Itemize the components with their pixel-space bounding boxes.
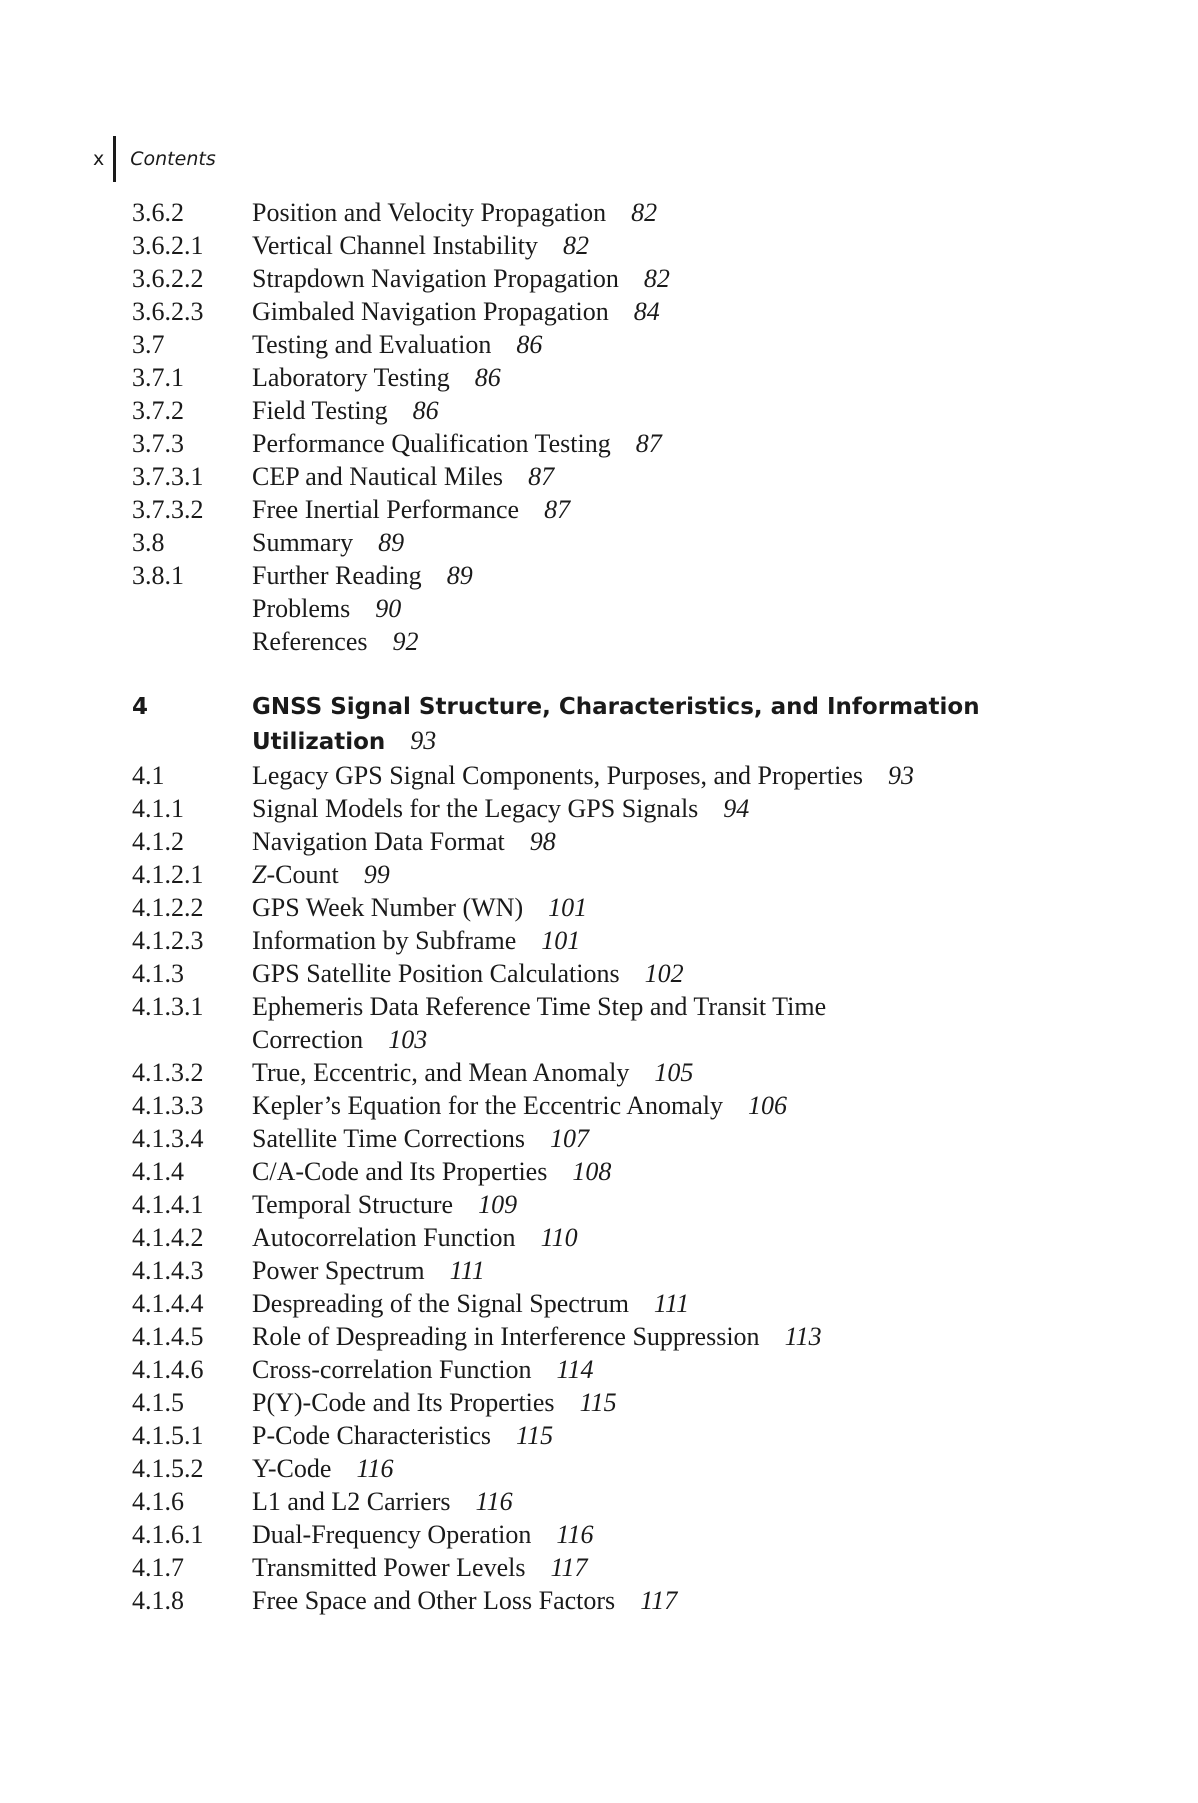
toc-entry[interactable] [132, 1254, 1172, 1287]
toc-entry[interactable] [132, 427, 1172, 460]
toc-entry[interactable] [132, 460, 1172, 493]
page-ref: 87 [528, 462, 555, 491]
section-number: 4.1.8 [132, 1586, 184, 1615]
section-title: Cross-correlation Function 114 [252, 1355, 594, 1384]
page-ref: 82 [643, 264, 670, 293]
page-ref: 117 [550, 1553, 588, 1582]
section-number: 3.7.1 [132, 363, 184, 392]
section-title: C/A-Code and Its Properties 108 [252, 1157, 612, 1186]
toc-entry[interactable] [132, 1353, 1172, 1386]
page-ref: 86 [474, 363, 501, 392]
toc-entry[interactable] [132, 526, 1172, 559]
section-title: Further Reading 89 [252, 561, 473, 590]
section-number: 4.1.3.2 [132, 1058, 204, 1087]
toc-entry[interactable] [132, 394, 1172, 427]
toc-entry[interactable] [132, 759, 1172, 792]
toc-entry[interactable] [132, 625, 1172, 658]
page-ref: 86 [516, 330, 543, 359]
page-ref: 82 [562, 231, 589, 260]
toc-entry[interactable] [132, 1485, 1172, 1518]
table-of-contents [132, 196, 1172, 1617]
section-title: Field Testing 86 [252, 396, 439, 425]
page-ref: 89 [446, 561, 473, 590]
page-ref: 115 [516, 1421, 554, 1450]
page-ref: 106 [747, 1091, 787, 1120]
section-title: Power Spectrum 111 [252, 1256, 485, 1285]
toc-entry[interactable] [132, 295, 1172, 328]
section-title: Summary 89 [252, 528, 405, 557]
section-number: 4.1.2.3 [132, 926, 204, 955]
section-number: 4.1.1 [132, 794, 184, 823]
chapter-title: GNSS Signal Structure, Characteristics, and Information Utilization 93 [252, 694, 980, 755]
header-rule [113, 136, 116, 182]
page-ref: 87 [544, 495, 571, 524]
page-ref: 114 [556, 1355, 594, 1384]
toc-entry[interactable] [132, 361, 1172, 394]
section-number: 4.1.2 [132, 827, 184, 856]
page-ref: 111 [653, 1289, 690, 1318]
toc-entry[interactable] [132, 1452, 1172, 1485]
toc-entry[interactable] [132, 1386, 1172, 1419]
section-number: 4.1.4.3 [132, 1256, 204, 1285]
page-ref: 93 [410, 726, 437, 755]
chapter-number: 4 [132, 694, 149, 720]
toc-entry[interactable] [132, 493, 1172, 526]
section-number: 3.8.1 [132, 561, 184, 590]
page-ref: 110 [540, 1223, 578, 1252]
toc-entry[interactable] [132, 957, 1172, 990]
section-number: 4.1.3.1 [132, 992, 204, 1021]
section-number: 4.1.6.1 [132, 1520, 204, 1549]
section-number: 4.1 [132, 761, 165, 790]
section-title: Testing and Evaluation 86 [252, 330, 543, 359]
page-ref: 82 [631, 198, 658, 227]
section-number: 4.1.5 [132, 1388, 184, 1417]
section-number: 3.7 [132, 330, 165, 359]
section-number: 3.7.3 [132, 429, 184, 458]
toc-entry[interactable] [132, 891, 1172, 924]
section-number: 3.7.3.1 [132, 462, 204, 491]
page-ref: 90 [375, 594, 402, 623]
toc-entry[interactable] [132, 792, 1172, 825]
section-number: 4.1.3 [132, 959, 184, 988]
section-title: Autocorrelation Function 110 [252, 1223, 578, 1252]
toc-entry[interactable] [132, 328, 1172, 361]
section-number: 4.1.6 [132, 1487, 184, 1516]
toc-entry[interactable] [132, 924, 1172, 957]
section-title: GPS Week Number (WN) 101 [252, 893, 588, 922]
page-ref: 109 [478, 1190, 518, 1219]
toc-entry[interactable] [132, 1221, 1172, 1254]
section-title: Transmitted Power Levels 117 [252, 1553, 588, 1582]
page-ref: 94 [723, 794, 750, 823]
section-title: Z-Count 99 [252, 860, 390, 889]
section-number: 3.6.2.2 [132, 264, 204, 293]
toc-chapter-entry[interactable] [132, 691, 1172, 759]
section-number: 4.1.2.1 [132, 860, 204, 889]
section-number: 4.1.3.4 [132, 1124, 204, 1153]
page-ref: 101 [548, 893, 588, 922]
page-ref: 84 [633, 297, 660, 326]
section-title: Free Inertial Performance 87 [252, 495, 571, 524]
section-number: 3.6.2.3 [132, 297, 204, 326]
section-number: 4.1.4.5 [132, 1322, 204, 1351]
toc-entry[interactable] [132, 825, 1172, 858]
toc-entry[interactable] [132, 1551, 1172, 1584]
toc-entry[interactable] [132, 1287, 1172, 1320]
section-title: P-Code Characteristics 115 [252, 1421, 554, 1450]
section-number: 4.1.5.2 [132, 1454, 204, 1483]
section-title: Temporal Structure 109 [252, 1190, 518, 1219]
page-ref: 92 [392, 627, 419, 656]
page-ref: 102 [644, 959, 684, 988]
page-ref: 116 [356, 1454, 394, 1483]
toc-entry[interactable] [132, 196, 1172, 229]
section-title: Role of Despreading in Interference Suppression 113 [252, 1322, 822, 1351]
toc-entry[interactable] [132, 262, 1172, 295]
page-ref: 93 [887, 761, 914, 790]
toc-entry[interactable] [132, 990, 1172, 1056]
page-ref: 87 [635, 429, 662, 458]
running-title: Contents [130, 148, 216, 170]
toc-entry[interactable] [132, 592, 1172, 625]
section-title: Laboratory Testing 86 [252, 363, 501, 392]
section-number: 4.1.4.1 [132, 1190, 204, 1219]
toc-entry[interactable] [132, 1056, 1172, 1089]
section-title: True, Eccentric, and Mean Anomaly 105 [252, 1058, 694, 1087]
toc-entry[interactable] [132, 1584, 1172, 1617]
section-number: 4.1.2.2 [132, 893, 204, 922]
section-title: Satellite Time Corrections 107 [252, 1124, 589, 1153]
page-ref: 105 [654, 1058, 694, 1087]
section-number: 4.1.3.3 [132, 1091, 204, 1120]
section-title: Y-Code 116 [252, 1454, 394, 1483]
page-ref: 116 [475, 1487, 513, 1516]
section-number: 4.1.4.6 [132, 1355, 204, 1384]
section-number: 4.1.5.1 [132, 1421, 204, 1450]
toc-entry[interactable] [132, 1518, 1172, 1551]
section-number: 3.6.2.1 [132, 231, 204, 260]
section-title: Information by Subframe 101 [252, 926, 581, 955]
toc-entry[interactable] [132, 1320, 1172, 1353]
section-number: 4.1.4.4 [132, 1289, 204, 1318]
toc-entry[interactable] [132, 559, 1172, 592]
toc-entry[interactable] [132, 1122, 1172, 1155]
section-number: 4.1.4.2 [132, 1223, 204, 1252]
toc-entry[interactable] [132, 858, 1172, 891]
section-title: GPS Satellite Position Calculations 102 [252, 959, 684, 988]
toc-entry[interactable] [132, 1419, 1172, 1452]
section-title: Performance Qualification Testing 87 [252, 429, 662, 458]
section-number: 3.7.3.2 [132, 495, 204, 524]
section-title: Ephemeris Data Reference Time Step and Transit Time Correction 103 [252, 992, 827, 1054]
section-title: References 92 [252, 627, 419, 656]
page-ref: 113 [784, 1322, 822, 1351]
section-title: Kepler’s Equation for the Eccentric Anomaly 106 [252, 1091, 787, 1120]
page-ref: 107 [550, 1124, 589, 1153]
section-number: 4.1.4 [132, 1157, 184, 1186]
section-number: 3.8 [132, 528, 165, 557]
page-ref: 108 [572, 1157, 612, 1186]
section-title: Position and Velocity Propagation 82 [252, 198, 658, 227]
section-number: 4.1.7 [132, 1553, 184, 1582]
toc-entry[interactable] [132, 1188, 1172, 1221]
section-number: 3.6.2 [132, 198, 184, 227]
page-ref: 86 [412, 396, 439, 425]
section-title: Navigation Data Format 98 [252, 827, 556, 856]
toc-entry[interactable] [132, 1155, 1172, 1188]
page-ref: 111 [449, 1256, 485, 1285]
page-ref: 103 [388, 1025, 428, 1054]
page-number: x [93, 148, 105, 170]
section-title: Despreading of the Signal Spectrum 111 [252, 1289, 690, 1318]
section-title: CEP and Nautical Miles 87 [252, 462, 555, 491]
page-ref: 98 [529, 827, 556, 856]
section-title: Free Space and Other Loss Factors 117 [252, 1586, 678, 1615]
page-ref: 101 [541, 926, 581, 955]
section-title: P(Y)-Code and Its Properties 115 [252, 1388, 617, 1417]
toc-entry[interactable] [132, 229, 1172, 262]
page-ref: 117 [640, 1586, 678, 1615]
section-title: Problems 90 [252, 594, 402, 623]
section-title: Strapdown Navigation Propagation 82 [252, 264, 670, 293]
section-title: L1 and L2 Carriers 116 [252, 1487, 513, 1516]
page-ref: 99 [363, 860, 390, 889]
section-title: Signal Models for the Legacy GPS Signals 94 [252, 794, 750, 823]
section-title: Legacy GPS Signal Components, Purposes, and Properties 93 [252, 761, 914, 790]
running-head [93, 136, 216, 182]
page-ref: 89 [378, 528, 405, 557]
page-ref: 116 [556, 1520, 594, 1549]
section-title: Gimbaled Navigation Propagation 84 [252, 297, 660, 326]
section-title: Dual-Frequency Operation 116 [252, 1520, 594, 1549]
page-ref: 115 [579, 1388, 617, 1417]
section-number: 3.7.2 [132, 396, 184, 425]
section-title: Vertical Channel Instability 82 [252, 231, 589, 260]
toc-entry[interactable] [132, 1089, 1172, 1122]
